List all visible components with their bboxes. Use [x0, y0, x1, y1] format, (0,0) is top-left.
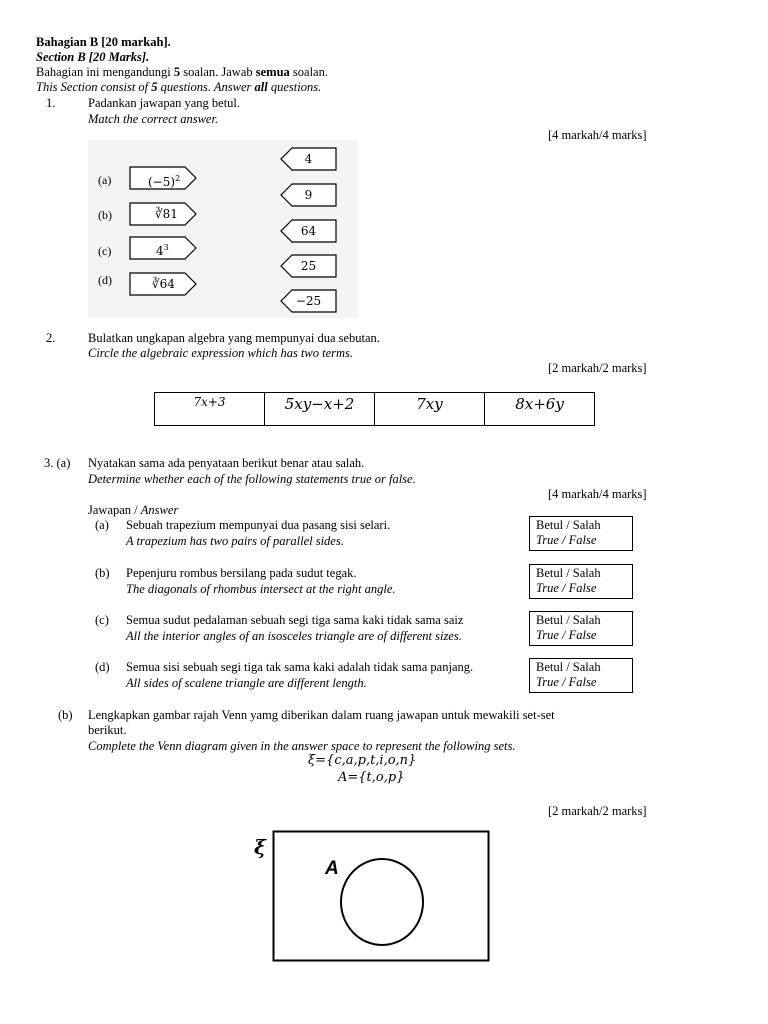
- q3a-stmt-d-box-ms: Betul / Salah: [536, 660, 601, 674]
- q1-label-b: (b): [98, 208, 112, 222]
- q1-right-2: 64: [300, 224, 317, 238]
- q2-option-1[interactable]: 7x+3: [155, 393, 265, 425]
- q2-expression-table: [154, 392, 595, 426]
- q3a-text-en: Determine whether each of the following statements true or false.: [88, 472, 416, 486]
- q3a-stmt-b-ms: Pepenjuru rombus bersilang pada sudut tegak.: [126, 566, 357, 580]
- q3b-label: (b): [58, 708, 73, 722]
- venn-set-a-label: A: [325, 858, 339, 879]
- venn-universal-label: ξ: [254, 835, 266, 859]
- q3a-stmt-c-en: All the interior angles of an isosceles triangle are of different sizes.: [126, 629, 462, 643]
- q3a-stmt-a-label: (a): [95, 518, 109, 532]
- q3a-marks: [4 markah/4 marks]: [548, 487, 647, 501]
- section-title-ms: Bahagian B [20 markah].: [36, 35, 171, 49]
- q2-option-3[interactable]: 7xy: [375, 393, 485, 425]
- q3a-stmt-b-box-en: True / False: [536, 581, 597, 595]
- q3a-stmt-a-en: A trapezium has two pairs of parallel sides.: [126, 534, 344, 548]
- q2-number: 2.: [46, 331, 56, 345]
- q3a-text-ms: Nyatakan sama ada penyataan berikut benar atau salah.: [88, 456, 365, 470]
- q3a-label: 3. (a): [44, 456, 71, 470]
- q3a-stmt-d-ms: Semua sisi sebuah segi tiga tak sama kaki adalah tidak sama panjang.: [126, 660, 474, 674]
- q3b-set-a: A={t,o,p}: [338, 770, 405, 785]
- q3a-stmt-a-answer-box[interactable]: [529, 516, 633, 551]
- q3a-stmt-c-ms: Semua sudut pedalaman sebuah segi tiga sama kaki tidak sama saiz: [126, 613, 464, 627]
- q3a-stmt-c-answer-box[interactable]: [529, 611, 633, 646]
- q1-marks: [4 markah/4 marks]: [548, 128, 647, 142]
- q2-text-ms: Bulatkan ungkapan algebra yang mempunyai dua sebutan.: [88, 331, 380, 345]
- q3a-stmt-b-box-ms: Betul / Salah: [536, 566, 601, 580]
- q3a-stmt-b-answer-box[interactable]: [529, 564, 633, 599]
- q1-left-c: $4^3$: [156, 243, 169, 258]
- q3b-text-en: Complete the Venn diagram given in the answer space to represent the following sets.: [88, 739, 516, 753]
- q3b-universal-set: ξ={c,a,p,t,i,o,n}: [308, 753, 417, 768]
- q3b-text-ms-2: berikut.: [88, 723, 127, 737]
- q1-right-3: 25: [300, 259, 317, 273]
- q3a-stmt-a-box-en: True / False: [536, 533, 597, 547]
- q3a-stmt-d-answer-box[interactable]: [529, 658, 633, 693]
- venn-diagram[interactable]: [272, 830, 490, 962]
- q3a-stmt-d-box-en: True / False: [536, 675, 597, 689]
- section-title-en: Section B [20 Marks].: [36, 50, 150, 64]
- venn-universal-rectangle: [274, 832, 489, 961]
- q3a-stmt-d-en: All sides of scalene triangle are different length.: [126, 676, 367, 690]
- q2-marks: [2 markah/2 marks]: [548, 361, 647, 375]
- q3a-stmt-c-label: (c): [95, 613, 109, 627]
- q1-label-c: (c): [98, 244, 112, 258]
- q2-option-4[interactable]: 8x+6y: [515, 395, 564, 413]
- q3a-stmt-b-label: (b): [95, 566, 110, 580]
- q1-number: 1.: [46, 96, 56, 110]
- q3a-stmt-a-box-ms: Betul / Salah: [536, 518, 601, 532]
- q1-left-d: ∛64: [152, 277, 175, 291]
- q1-right-1: 9: [304, 188, 313, 202]
- q3b-text-ms-1: Lengkapkan gambar rajah Venn yamg diberikan dalam ruang jawapan untuk mewakili set-set: [88, 708, 555, 722]
- q1-left-a: $(-5)^2$: [148, 174, 181, 189]
- q3a-stmt-c-box-en: True / False: [536, 628, 597, 642]
- q1-right-4: −25: [295, 294, 322, 308]
- q3b-marks: [2 markah/2 marks]: [548, 804, 647, 818]
- q3a-stmt-d-label: (d): [95, 660, 110, 674]
- q1-left-b: ∛81: [155, 207, 178, 221]
- q1-label-a: (a): [98, 173, 112, 187]
- q2-option-2[interactable]: 5xy−x+2: [265, 393, 375, 425]
- q1-label-d: (d): [98, 273, 112, 287]
- q1-right-0: 4: [304, 152, 313, 166]
- q3a-answer-heading: Jawapan / Answer: [88, 503, 179, 517]
- q3a-stmt-c-box-ms: Betul / Salah: [536, 613, 601, 627]
- q3a-stmt-a-ms: Sebuah trapezium mempunyai dua pasang sisi selari.: [126, 518, 391, 532]
- intro-ms: Bahagian ini mengandungi 5 soalan. Jawab semua soalan.: [36, 65, 328, 79]
- q1-text-ms: Padankan jawapan yang betul.: [88, 96, 241, 110]
- q2-text-en: Circle the algebraic expression which has two terms.: [88, 346, 354, 360]
- intro-en: This Section consist of 5 questions. Answer all questions.: [36, 80, 322, 94]
- q3a-stmt-b-en: The diagonals of rhombus intersect at the right angle.: [126, 582, 396, 596]
- q1-text-en: Match the correct answer.: [88, 112, 219, 126]
